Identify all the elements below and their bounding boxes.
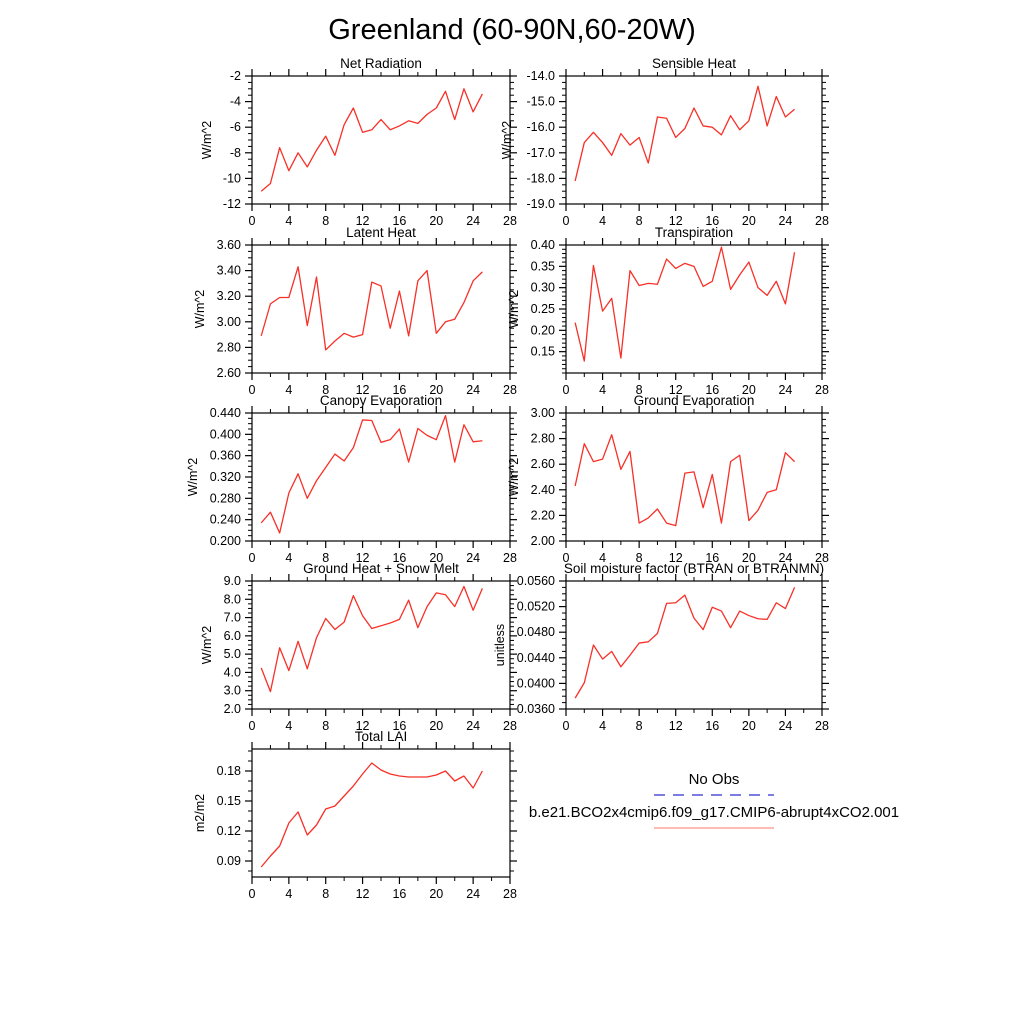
x-tick-label: 0 bbox=[562, 719, 570, 733]
y-tick-label: 0.0520 bbox=[516, 599, 555, 614]
x-tick-label: 0 bbox=[248, 551, 256, 565]
x-tick-label: 24 bbox=[466, 719, 481, 733]
x-tick-label: 24 bbox=[778, 719, 793, 733]
y-tick-label: -2 bbox=[229, 69, 241, 83]
y-tick-label: 4.0 bbox=[223, 665, 241, 680]
x-tick-label: 8 bbox=[635, 383, 643, 397]
x-tick-label: 4 bbox=[285, 214, 293, 228]
x-tick-label: 20 bbox=[429, 551, 444, 565]
plot-frame bbox=[566, 413, 822, 541]
x-tick-label: 28 bbox=[815, 383, 829, 397]
x-tick-label: 20 bbox=[741, 551, 756, 565]
y-tick-label: -4 bbox=[229, 94, 241, 109]
panel-ground-heat-snow-melt bbox=[200, 561, 517, 733]
x-tick-label: 24 bbox=[466, 383, 481, 397]
x-tick-label: 8 bbox=[635, 551, 643, 565]
x-tick-label: 12 bbox=[668, 383, 683, 397]
y-axis-label: W/m^2 bbox=[186, 457, 200, 497]
x-tick-label: 16 bbox=[392, 214, 407, 228]
y-tick-label: 0.0440 bbox=[516, 650, 555, 665]
y-tick-label: 2.80 bbox=[530, 431, 555, 446]
panel-title: Soil moisture factor (BTRAN or BTRANMN) bbox=[563, 561, 825, 576]
x-tick-label: 28 bbox=[815, 214, 829, 228]
y-tick-label: 0.280 bbox=[209, 491, 241, 506]
x-tick-label: 20 bbox=[741, 383, 756, 397]
x-tick-label: 28 bbox=[503, 383, 517, 397]
x-tick-label: 12 bbox=[668, 719, 683, 733]
plot-frame bbox=[252, 245, 510, 373]
series-line bbox=[261, 89, 482, 191]
x-tick-label: 20 bbox=[741, 719, 756, 733]
panel-title: Sensible Heat bbox=[651, 56, 737, 71]
x-tick-label: 4 bbox=[285, 719, 293, 733]
y-tick-label: 0.0480 bbox=[516, 625, 555, 640]
legend-case-solid-line bbox=[653, 825, 775, 831]
series-line bbox=[575, 247, 794, 361]
y-tick-label: 2.60 bbox=[216, 366, 241, 380]
legend bbox=[528, 772, 900, 838]
y-tick-label: -16.0 bbox=[526, 120, 555, 135]
series-line bbox=[261, 267, 482, 350]
x-tick-label: 12 bbox=[355, 719, 370, 733]
x-tick-label: 4 bbox=[599, 719, 607, 733]
x-tick-label: 24 bbox=[466, 551, 481, 565]
x-tick-label: 20 bbox=[429, 214, 444, 228]
y-tick-label: 0.0400 bbox=[516, 676, 555, 691]
panel-net-radiation bbox=[200, 56, 517, 228]
y-tick-label: 0.0560 bbox=[516, 574, 555, 588]
series-line bbox=[261, 763, 482, 867]
panel-title: Latent Heat bbox=[346, 225, 416, 240]
x-tick-label: 4 bbox=[285, 887, 293, 901]
panel-ground-evaporation bbox=[507, 393, 829, 565]
y-tick-label: 0.25 bbox=[530, 302, 555, 316]
x-tick-label: 8 bbox=[322, 214, 330, 228]
x-tick-label: 8 bbox=[635, 719, 643, 733]
y-tick-label: 0.40 bbox=[530, 238, 555, 252]
y-axis-label: W/m^2 bbox=[507, 457, 521, 497]
y-tick-label: 0.320 bbox=[209, 470, 241, 484]
x-tick-label: 28 bbox=[503, 719, 517, 733]
x-tick-label: 12 bbox=[668, 551, 683, 565]
x-tick-label: 16 bbox=[392, 719, 407, 733]
x-tick-label: 8 bbox=[635, 214, 643, 228]
series-line bbox=[575, 86, 794, 181]
x-tick-label: 20 bbox=[429, 887, 444, 901]
x-tick-label: 0 bbox=[562, 383, 570, 397]
series-line bbox=[261, 586, 482, 691]
x-tick-label: 24 bbox=[778, 551, 793, 565]
y-tick-label: 0.30 bbox=[530, 280, 555, 295]
y-tick-label: -15.0 bbox=[526, 94, 555, 109]
plot-frame bbox=[566, 76, 822, 204]
x-tick-label: 8 bbox=[322, 383, 330, 397]
y-tick-label: 3.00 bbox=[216, 314, 241, 329]
legend-no-obs-dashed-line bbox=[653, 792, 775, 798]
x-tick-label: 28 bbox=[503, 214, 517, 228]
y-tick-label: -19.0 bbox=[526, 197, 555, 211]
x-tick-label: 20 bbox=[741, 214, 756, 228]
y-axis-label: W/m^2 bbox=[200, 625, 214, 665]
x-tick-label: 12 bbox=[355, 383, 370, 397]
y-axis-label: m2/m2 bbox=[193, 793, 207, 833]
series-line bbox=[261, 416, 482, 533]
y-tick-label: 0.360 bbox=[209, 448, 241, 463]
x-tick-label: 16 bbox=[392, 551, 407, 565]
series-line bbox=[575, 587, 794, 698]
x-tick-label: 24 bbox=[466, 887, 481, 901]
y-tick-label: -6 bbox=[229, 120, 241, 135]
x-tick-label: 24 bbox=[778, 214, 793, 228]
y-tick-label: -12 bbox=[222, 197, 241, 211]
y-tick-label: 2.0 bbox=[223, 702, 241, 716]
x-tick-label: 4 bbox=[599, 214, 607, 228]
x-tick-label: 16 bbox=[392, 383, 407, 397]
y-tick-label: -18.0 bbox=[526, 171, 555, 186]
y-tick-label: 2.40 bbox=[530, 482, 555, 497]
y-tick-label: 0.400 bbox=[209, 427, 241, 442]
page-title: Greenland (60-90N,60-20W) bbox=[328, 14, 696, 46]
panel-total-lai bbox=[193, 729, 517, 901]
y-tick-label: 2.20 bbox=[530, 508, 555, 523]
x-tick-label: 0 bbox=[248, 887, 256, 901]
x-tick-label: 4 bbox=[285, 383, 293, 397]
y-tick-label: 0.240 bbox=[209, 512, 241, 527]
x-tick-label: 0 bbox=[248, 383, 256, 397]
y-tick-label: 3.20 bbox=[216, 289, 241, 304]
y-tick-label: 3.0 bbox=[223, 683, 241, 698]
panel-title: Net Radiation bbox=[340, 56, 422, 71]
x-tick-label: 20 bbox=[429, 719, 444, 733]
y-tick-label: -14.0 bbox=[526, 69, 555, 83]
y-tick-label: 0.35 bbox=[530, 259, 555, 274]
x-tick-label: 0 bbox=[562, 214, 570, 228]
x-tick-label: 12 bbox=[355, 887, 370, 901]
y-tick-label: -10 bbox=[222, 171, 241, 186]
panel-title: Ground Heat + Snow Melt bbox=[303, 561, 459, 576]
x-tick-label: 12 bbox=[668, 214, 683, 228]
x-tick-label: 0 bbox=[562, 551, 570, 565]
x-tick-label: 20 bbox=[429, 383, 444, 397]
y-tick-label: -17.0 bbox=[526, 145, 555, 160]
y-tick-label: 8.0 bbox=[223, 592, 241, 607]
y-tick-label: 3.40 bbox=[216, 263, 241, 278]
plot-frame bbox=[566, 581, 822, 709]
y-tick-label: 0.20 bbox=[530, 323, 555, 338]
x-tick-label: 4 bbox=[285, 551, 293, 565]
y-axis-label: W/m^2 bbox=[200, 120, 214, 160]
plot-frame bbox=[252, 76, 510, 204]
y-tick-label: 0.200 bbox=[209, 534, 241, 548]
panel-title: Ground Evaporation bbox=[633, 393, 755, 408]
panel-latent-heat bbox=[193, 225, 517, 397]
y-axis-label: unitless bbox=[493, 623, 507, 667]
y-tick-label: -8 bbox=[229, 145, 241, 160]
x-tick-label: 0 bbox=[248, 719, 256, 733]
x-tick-label: 28 bbox=[815, 719, 829, 733]
plot-frame bbox=[252, 581, 510, 709]
y-tick-label: 0.12 bbox=[216, 824, 241, 838]
panel-sensible-heat bbox=[500, 56, 829, 228]
y-tick-label: 5.0 bbox=[223, 647, 241, 662]
y-tick-label: 7.0 bbox=[223, 610, 241, 625]
x-tick-label: 28 bbox=[815, 551, 829, 565]
x-tick-label: 28 bbox=[503, 887, 517, 901]
x-tick-label: 4 bbox=[599, 383, 607, 397]
x-tick-label: 8 bbox=[322, 887, 330, 901]
y-tick-label: 0.18 bbox=[216, 764, 241, 778]
plot-frame bbox=[252, 413, 510, 541]
y-tick-label: 3.00 bbox=[530, 406, 555, 420]
y-tick-label: 0.0360 bbox=[516, 702, 555, 716]
x-tick-label: 12 bbox=[355, 551, 370, 565]
series-line bbox=[575, 435, 794, 526]
x-tick-label: 8 bbox=[322, 719, 330, 733]
y-tick-label: 3.60 bbox=[216, 238, 241, 252]
panel-title: Canopy Evaporation bbox=[319, 393, 443, 408]
x-tick-label: 16 bbox=[705, 551, 720, 565]
panel-transpiration bbox=[507, 225, 829, 397]
y-tick-label: 2.00 bbox=[530, 534, 555, 548]
y-tick-label: 0.09 bbox=[216, 854, 241, 868]
x-tick-label: 16 bbox=[705, 383, 720, 397]
x-tick-label: 0 bbox=[248, 214, 256, 228]
legend-no-obs-label: No Obs bbox=[688, 771, 740, 788]
x-tick-label: 8 bbox=[322, 551, 330, 565]
panel-soil-moisture-factor-btran-or-btranmn bbox=[493, 561, 829, 733]
y-tick-label: 0.440 bbox=[209, 406, 241, 420]
y-axis-label: W/m^2 bbox=[507, 289, 521, 329]
y-axis-label: W/m^2 bbox=[193, 289, 207, 329]
x-tick-label: 28 bbox=[503, 551, 517, 565]
y-tick-label: 9.0 bbox=[223, 574, 241, 588]
x-tick-label: 24 bbox=[778, 383, 793, 397]
y-tick-label: 0.15 bbox=[530, 344, 555, 359]
x-tick-label: 4 bbox=[599, 551, 607, 565]
y-axis-label: W/m^2 bbox=[500, 120, 514, 160]
plot-frame bbox=[252, 749, 510, 877]
y-tick-label: 2.60 bbox=[530, 457, 555, 472]
panel-title: Total LAI bbox=[354, 729, 408, 744]
x-tick-label: 24 bbox=[466, 214, 481, 228]
y-tick-label: 2.80 bbox=[216, 340, 241, 355]
x-tick-label: 16 bbox=[705, 214, 720, 228]
x-tick-label: 16 bbox=[392, 887, 407, 901]
panel-title: Transpiration bbox=[654, 225, 734, 240]
x-tick-label: 16 bbox=[705, 719, 720, 733]
y-tick-label: 6.0 bbox=[223, 628, 241, 643]
x-tick-label: 12 bbox=[355, 214, 370, 228]
legend-case-label: b.e21.BCO2x4cmip6.f09_g17.CMIP6-abrupt4xCO2.001 bbox=[528, 804, 900, 821]
panel-canopy-evaporation bbox=[186, 393, 517, 565]
y-tick-label: 0.15 bbox=[216, 794, 241, 808]
